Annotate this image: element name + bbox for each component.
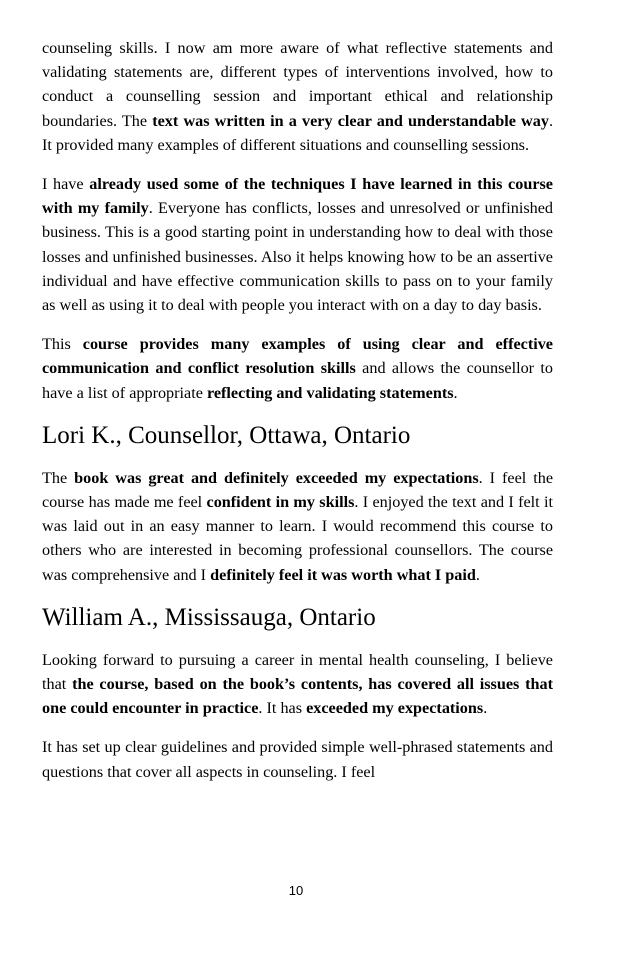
text-run: . — [475, 565, 480, 584]
text-run: . — [453, 383, 458, 402]
text-run: . I enjoyed the text and I felt it was laid out in an easy manner to learn. I would recommend this course to others who are interested in becoming professional counsellors. The course was comprehensive and I — [42, 493, 553, 584]
text-run: counseling skills. I now am more aware of what reflective statements and validating statements are, different types of interventions involved, how to conduct a counselling session and important ethical and relationship boundaries. The — [42, 39, 553, 130]
text-run: I have — [42, 175, 90, 194]
text-run: This — [42, 335, 83, 354]
bold-text-run: text was written in a very clear and understandable way — [152, 111, 549, 130]
bold-text-run: definitely feel it was worth what I paid — [210, 565, 476, 584]
text-run: and allows the counsellor to have a list of appropriate — [42, 359, 553, 402]
testimonial-paragraph — [42, 466, 553, 587]
text-run: . — [483, 699, 488, 718]
bold-text-run: book was great and definitely exceeded my expectations — [74, 468, 479, 487]
page-number: 10 — [288, 883, 304, 898]
text-run: . I feel the course has made me feel — [42, 468, 554, 512]
text-run: . It provided many examples of different situations and counselling sessions. — [42, 111, 553, 154]
testimonial-paragraph — [42, 648, 553, 721]
testimonial-paragraph — [42, 36, 553, 157]
bold-text-run: the course, based on the book’s contents, has covered all issues that one could encounter in practice — [42, 675, 553, 718]
text-run: It has set up clear guidelines and provided simple well-phrased statements and questions that cover all aspects in counseling. I feel — [42, 738, 553, 781]
bold-text-run: course provides many examples of using clear and effective communication and conflict resolution skills — [42, 335, 553, 378]
testimonial-paragraph — [42, 172, 553, 317]
text-run: . Everyone has conflicts, losses and unresolved or unfinished business. This is a good starting point in understanding how to deal with those losses and unfinished businesses. Also it helps knowing how to be an assertive individual and have effective communication skills to pass on to your family as well as using it to deal with people you interact with on a day to day basis. — [42, 199, 553, 315]
reviewer-heading-lori: Lori K., Counsellor, Ottawa, Ontario — [42, 421, 411, 449]
bold-text-run: reflecting and validating statements — [206, 383, 454, 402]
bold-text-run: confident in my skills — [206, 493, 355, 512]
document-page — [42, 36, 553, 799]
text-run: The — [42, 468, 75, 487]
text-run: . It has — [258, 699, 307, 718]
testimonial-paragraph — [42, 332, 553, 405]
reviewer-heading-william: William A., Mississauga, Ontario — [42, 603, 376, 631]
testimonial-paragraph — [42, 735, 553, 783]
bold-text-run: exceeded my expectations — [306, 699, 484, 718]
text-run: Looking forward to pursuing a career in mental health counseling, I believe that — [42, 650, 553, 694]
bold-text-run: already used some of the techniques I have learned in this course with my family — [42, 175, 553, 218]
